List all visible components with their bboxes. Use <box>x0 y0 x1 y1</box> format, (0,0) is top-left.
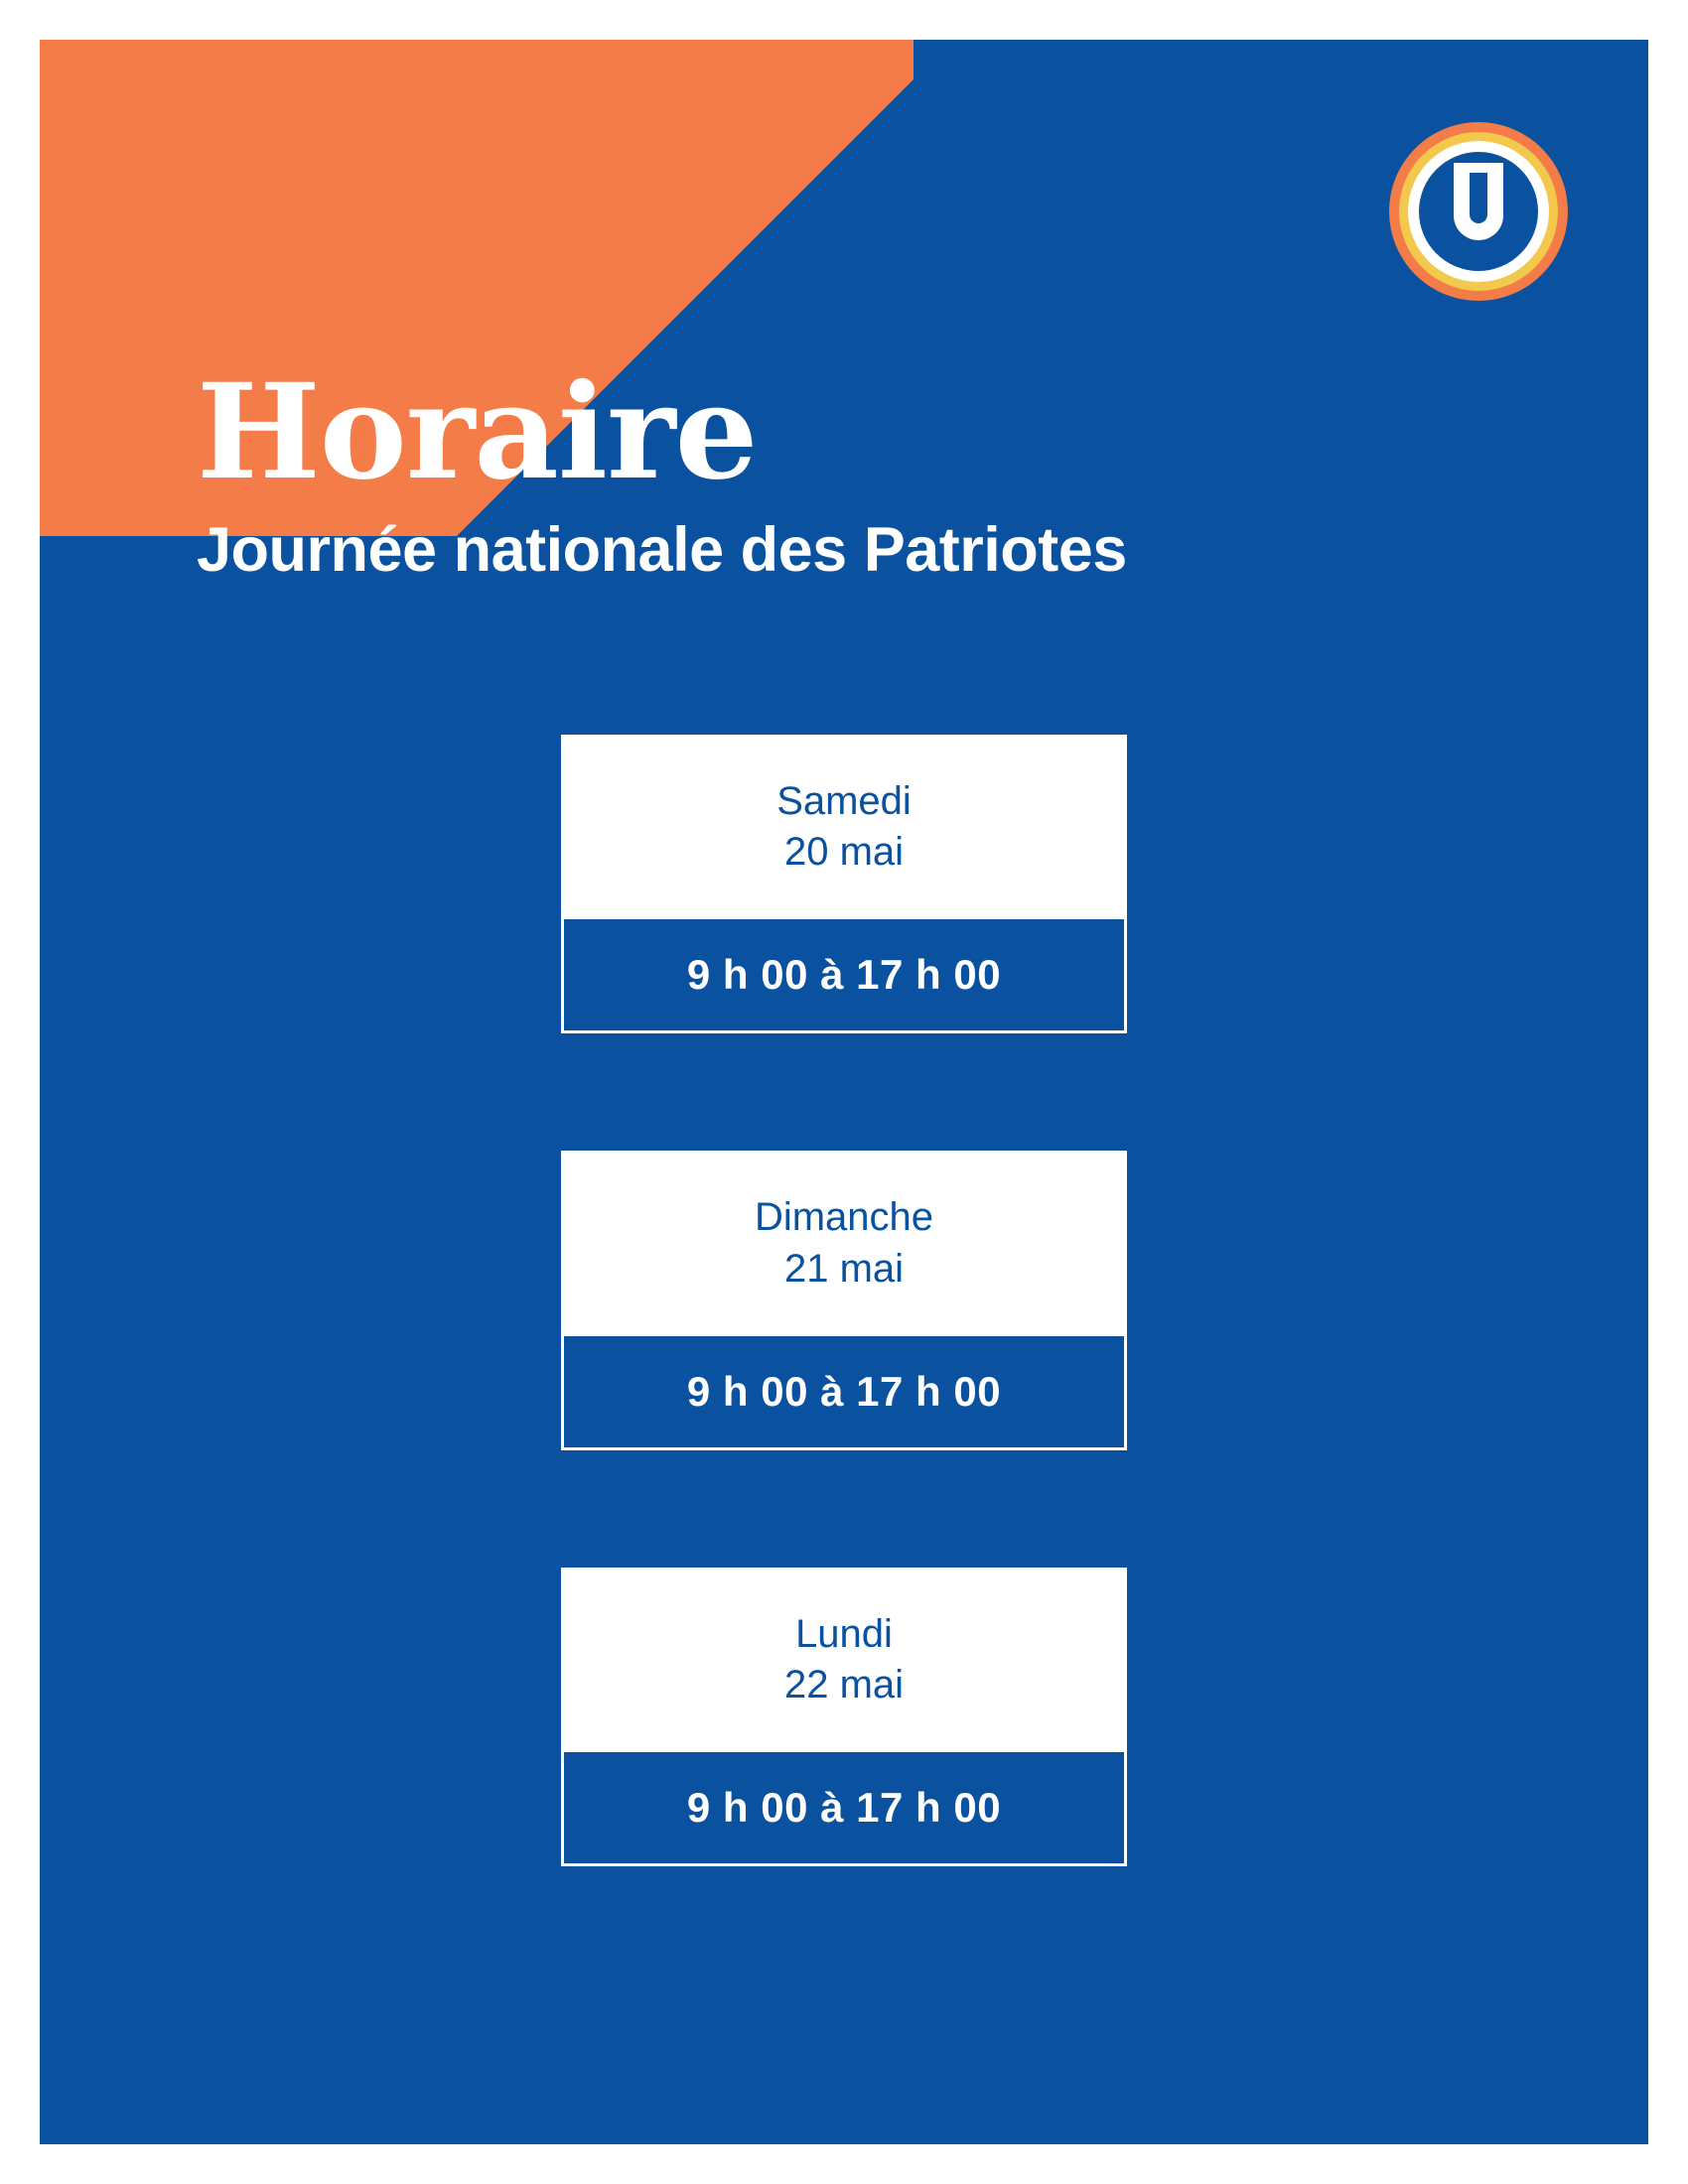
schedule-day-date: 22 mai <box>783 1662 905 1706</box>
title-block <box>197 355 1388 585</box>
schedule-day-name: Samedi <box>776 779 912 823</box>
schedule-card-day <box>561 1151 1127 1333</box>
schedule-card <box>561 1568 1127 1866</box>
schedule-day-date: 21 mai <box>783 1246 905 1291</box>
schedule-day-date: 20 mai <box>783 830 905 875</box>
schedule-card-hours: 9 h 00 à 17 h 00 <box>561 1749 1127 1866</box>
schedule-card-hours: 9 h 00 à 17 h 00 <box>561 916 1127 1033</box>
schedule-list <box>40 735 1648 1866</box>
u-logo-icon <box>1386 119 1571 304</box>
poster <box>40 40 1648 2144</box>
schedule-card-day <box>561 1568 1127 1750</box>
schedule-day-name: Lundi <box>795 1611 893 1656</box>
page-subtitle: Journée nationale des Patriotes <box>197 515 1127 585</box>
schedule-day-name: Dimanche <box>754 1195 934 1240</box>
schedule-card <box>561 1151 1127 1449</box>
schedule-card-hours: 9 h 00 à 17 h 00 <box>561 1333 1127 1450</box>
schedule-card-day <box>561 735 1127 917</box>
page-title: Horaire <box>197 355 758 509</box>
schedule-card <box>561 735 1127 1033</box>
